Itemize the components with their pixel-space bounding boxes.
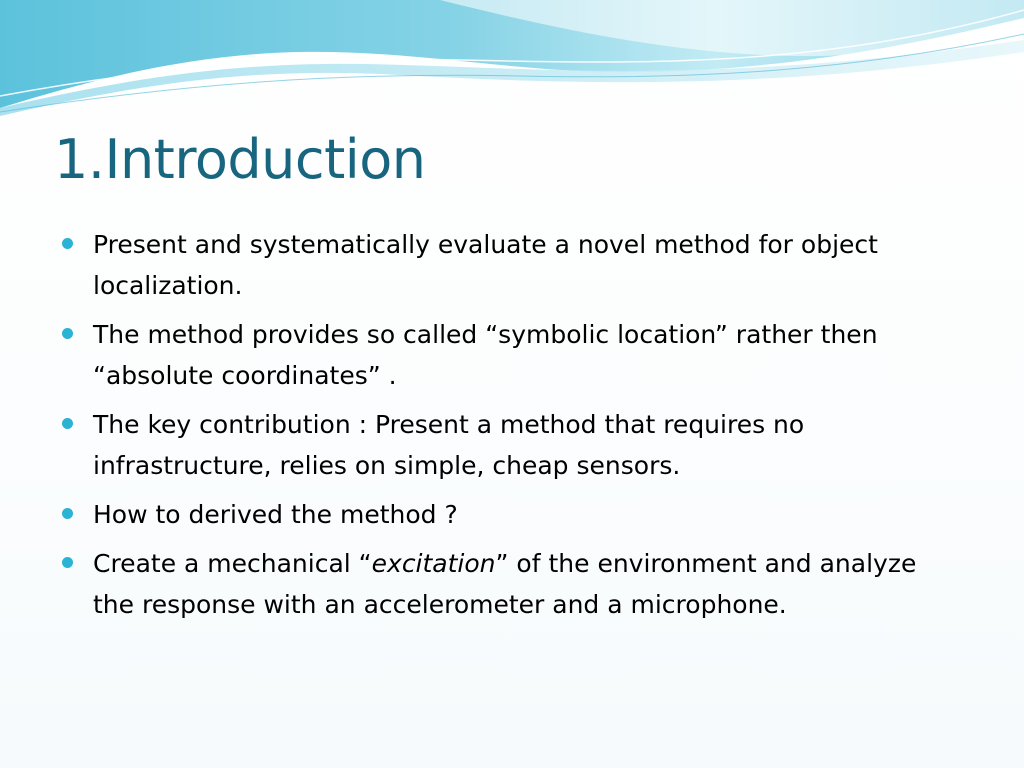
header-wave-decoration [0, 0, 1024, 130]
bullet-dot-icon [62, 557, 73, 568]
bullet-dot-icon [62, 328, 73, 339]
bullet-text: How to derived the method ? [93, 500, 458, 529]
bullet-text: Present and systematically evaluate a novel method for object localization. [93, 230, 878, 300]
bullet-dot-icon [62, 508, 73, 519]
bullet-text-end: ” of the environment and analyze the response with an accelerometer and a microphone. [93, 549, 917, 619]
bullet-item [62, 224, 962, 306]
bullet-item [62, 314, 962, 396]
bullet-dot-icon [62, 238, 73, 249]
bullet-text-start: Create a mechanical “ [93, 549, 372, 578]
bullet-text [93, 549, 916, 619]
bullet-text: The method provides so called “symbolic location” rather then “absolute coordinates” . [93, 320, 878, 390]
bullet-text: The key contribution : Present a method that requires no infrastructure, relies on simple, cheap sensors. [93, 410, 805, 480]
bullet-dot-icon [62, 418, 73, 429]
bullet-list [62, 224, 962, 633]
emphasized-term: excitation [371, 549, 496, 578]
slide-title: 1.Introduction [54, 128, 426, 191]
bullet-item [62, 404, 962, 486]
bullet-item [62, 494, 962, 535]
bullet-item [62, 543, 962, 625]
